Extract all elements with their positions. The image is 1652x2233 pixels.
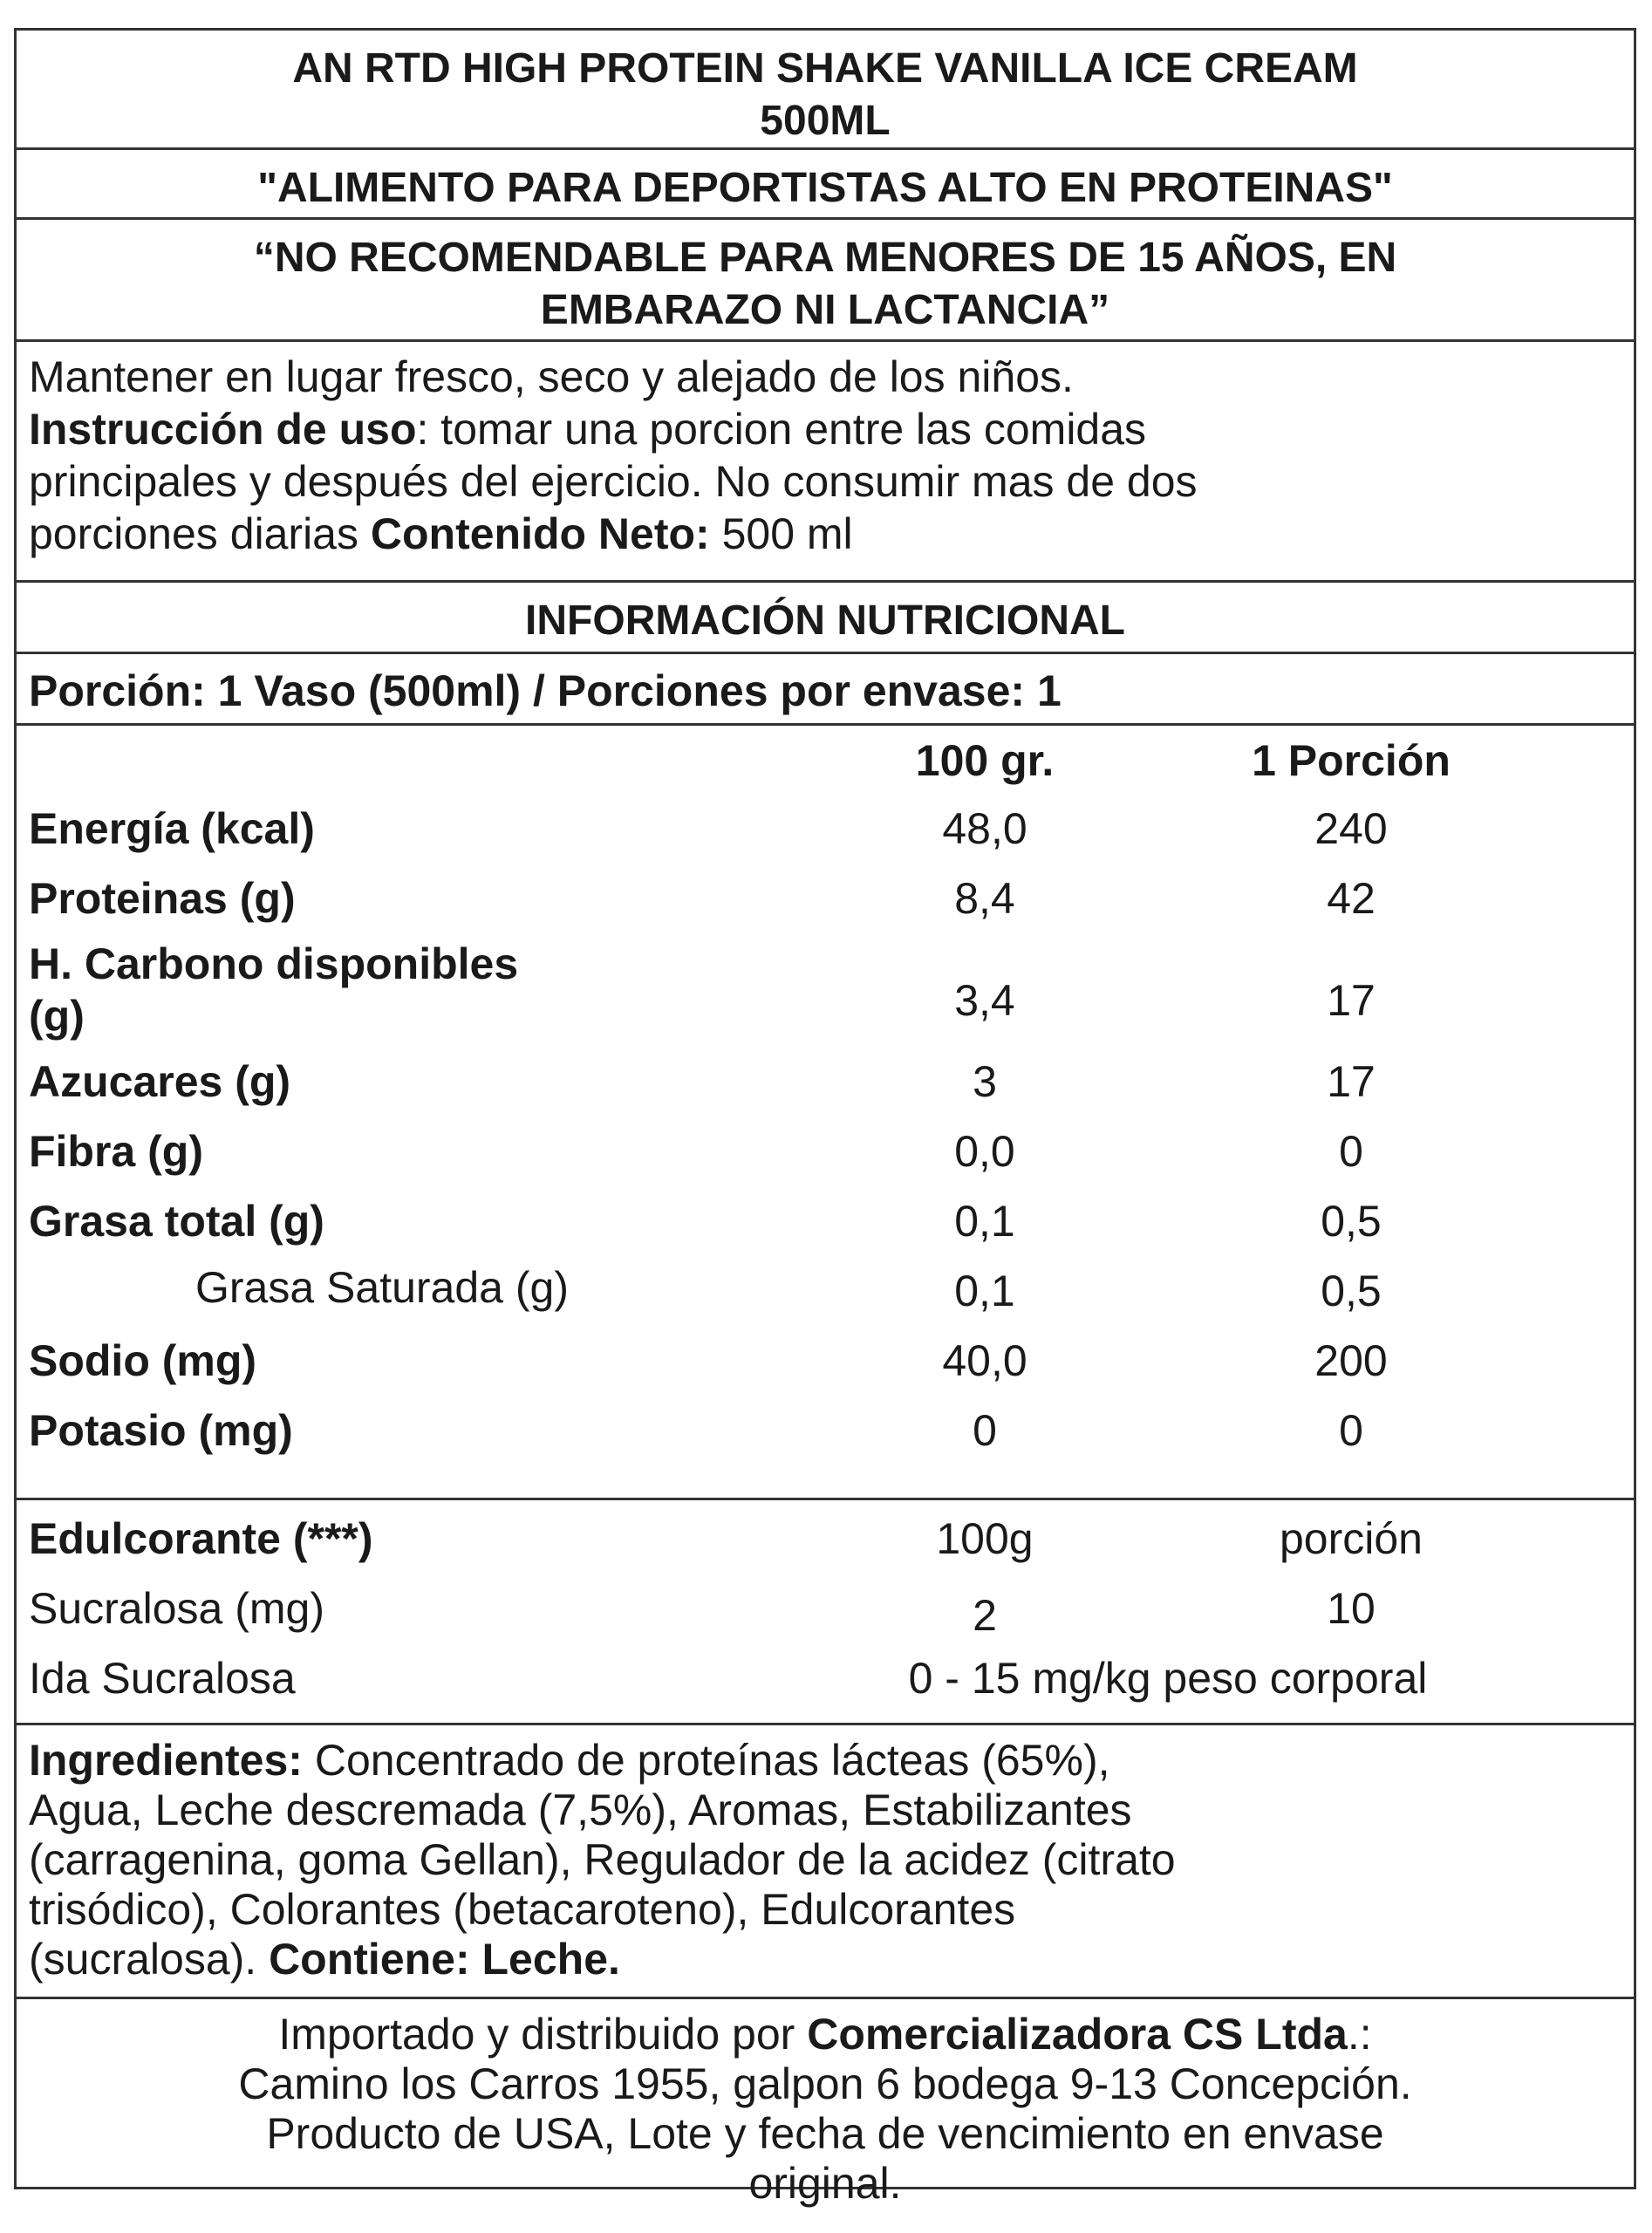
usage-line3 xyxy=(29,508,1621,560)
nutrient-value-100g: 3 xyxy=(973,1057,997,1106)
nutrient-value-portion: 0 xyxy=(1339,1406,1363,1455)
nutrient-name: Sodio (mg) xyxy=(29,1336,257,1385)
category-text: "ALIMENTO PARA DEPORTISTAS ALTO EN PROTEINAS" xyxy=(257,165,1393,211)
nutrients-table xyxy=(17,726,1634,1500)
nutrient-name: Azucares (g) xyxy=(29,1057,291,1106)
nutrient-value-portion: 42 xyxy=(1327,874,1376,923)
importer-address: Camino los Carros 1955, galpon 6 bodega 9-13 Concepción. xyxy=(238,2059,1412,2108)
nutrient-value-portion: 240 xyxy=(1314,804,1388,853)
sweetener-label: Edulcorante (***) xyxy=(29,1514,373,1563)
sweetener-table xyxy=(17,1500,1634,1725)
importer-suffix: .: xyxy=(1347,2010,1372,2059)
nutrient-name: Grasa total (g) xyxy=(29,1197,324,1246)
net-content-label: Contenido Neto: xyxy=(370,509,710,558)
ingredients-line4: trisódico), Colorantes (betacaroteno), Edulcorantes xyxy=(29,1885,1016,1934)
nutrient-value-portion: 200 xyxy=(1314,1336,1388,1385)
nutrient-value-100g: 0,0 xyxy=(954,1127,1015,1176)
nutrition-title: INFORMACIÓN NUTRICIONAL xyxy=(525,598,1125,644)
usage-section xyxy=(17,342,1634,583)
nutrient-value-100g: 48,0 xyxy=(942,804,1027,853)
nutrient-name: Proteinas (g) xyxy=(29,874,296,923)
warning-banner xyxy=(17,220,1634,342)
sucralose-label: Sucralosa (mg) xyxy=(29,1584,324,1633)
warning-line1: “NO RECOMENDABLE PARA MENORES DE 15 AÑOS, EN xyxy=(253,235,1397,281)
nutrient-value-portion: 0,5 xyxy=(1321,1267,1382,1315)
column-header-100g: 100 gr. xyxy=(915,736,1055,785)
warning-line2: EMBARAZO NI LACTANCIA” xyxy=(540,287,1110,333)
usage-line1 xyxy=(29,403,1621,455)
nutrient-value-100g: 40,0 xyxy=(942,1336,1027,1385)
sucralose-value-100g: 2 xyxy=(973,1591,997,1640)
table-row xyxy=(17,938,1634,1042)
product-title-line2: 500ML xyxy=(760,98,891,144)
importer-name: Comercializadora CS Ltda xyxy=(807,2010,1348,2059)
ingredients-text-5: (sucralosa). xyxy=(29,1935,270,1984)
product-title-line1: AN RTD HIGH PROTEIN SHAKE VANILLA ICE CREAM xyxy=(292,45,1358,92)
ida-value: 0 - 15 mg/kg peso corporal xyxy=(908,1654,1428,1703)
storage-text: Mantener en lugar fresco, seco y alejado de los niños. xyxy=(29,352,1074,401)
ingredients-line3: (carragenina, goma Gellan), Regulador de la acidez (citrato xyxy=(29,1835,1176,1884)
nutrition-label xyxy=(14,28,1636,2208)
column-header-portion: 1 Porción xyxy=(1252,736,1451,785)
nutrient-value-100g: 0 xyxy=(973,1406,997,1455)
nutrient-value-portion: 17 xyxy=(1327,1057,1376,1106)
nutrient-name: H. Carbono disponibles xyxy=(29,939,519,988)
ingredients-label: Ingredientes: xyxy=(29,1736,303,1785)
ingredients-line5 xyxy=(29,1935,1621,1984)
nutrient-value-100g: 3,4 xyxy=(954,976,1015,1025)
importer-prefix: Importado y distribuido por xyxy=(278,2010,808,2059)
importer-line1 xyxy=(17,2010,1634,2059)
ingredients-line2: Agua, Leche descremada (7,5%), Aromas, Estabilizantes xyxy=(29,1786,1132,1834)
nutrient-value-portion: 0 xyxy=(1339,1127,1363,1176)
nutrient-value-portion: 0,5 xyxy=(1321,1197,1382,1246)
product-title xyxy=(17,31,1634,150)
sucralose-value-portion: 10 xyxy=(1327,1584,1376,1633)
nutrient-value-portion: 17 xyxy=(1327,976,1376,1025)
nutrient-value-100g: 0,1 xyxy=(954,1197,1015,1246)
ida-label: Ida Sucralosa xyxy=(29,1654,296,1703)
usage-text-3: porciones diarias xyxy=(29,509,371,558)
usage-line2: principales y después del ejercicio. No consumir mas de dos xyxy=(29,457,1198,506)
ingredients-text-1: Concentrado de proteínas lácteas (65%), xyxy=(302,1736,1110,1785)
nutrient-name: Fibra (g) xyxy=(29,1127,203,1176)
nutrient-name: Grasa Saturada (g) xyxy=(195,1263,569,1312)
importer-section xyxy=(17,1999,1634,2208)
nutrient-value-100g: 8,4 xyxy=(954,874,1015,923)
nutrition-title-section xyxy=(17,583,1634,654)
sweetener-column-100g: 100g xyxy=(936,1514,1034,1563)
nutrient-value-100g: 0,1 xyxy=(954,1267,1015,1315)
nutrient-name: Potasio (mg) xyxy=(29,1406,293,1455)
category-banner xyxy=(17,150,1634,220)
origin-line2: original. xyxy=(748,2159,902,2208)
nutrient-name-unit: (g) xyxy=(29,992,85,1041)
ingredients-section xyxy=(17,1725,1634,1999)
serving-text: Porción: 1 Vaso (500ml) / Porciones por envase: 1 xyxy=(29,666,1062,715)
net-content-value: 500 ml xyxy=(709,509,853,558)
allergen-statement: Contiene: Leche. xyxy=(269,1935,620,1984)
origin-line1: Producto de USA, Lote y fecha de vencimiento en envase xyxy=(266,2109,1384,2158)
usage-label: Instrucción de uso xyxy=(29,405,417,454)
sweetener-column-portion: porción xyxy=(1280,1514,1423,1563)
ingredients-line1 xyxy=(29,1736,1621,1786)
serving-section xyxy=(17,654,1634,726)
usage-text-1: : tomar una porcion entre las comidas xyxy=(416,405,1147,454)
nutrient-name: Energía (kcal) xyxy=(29,804,315,853)
